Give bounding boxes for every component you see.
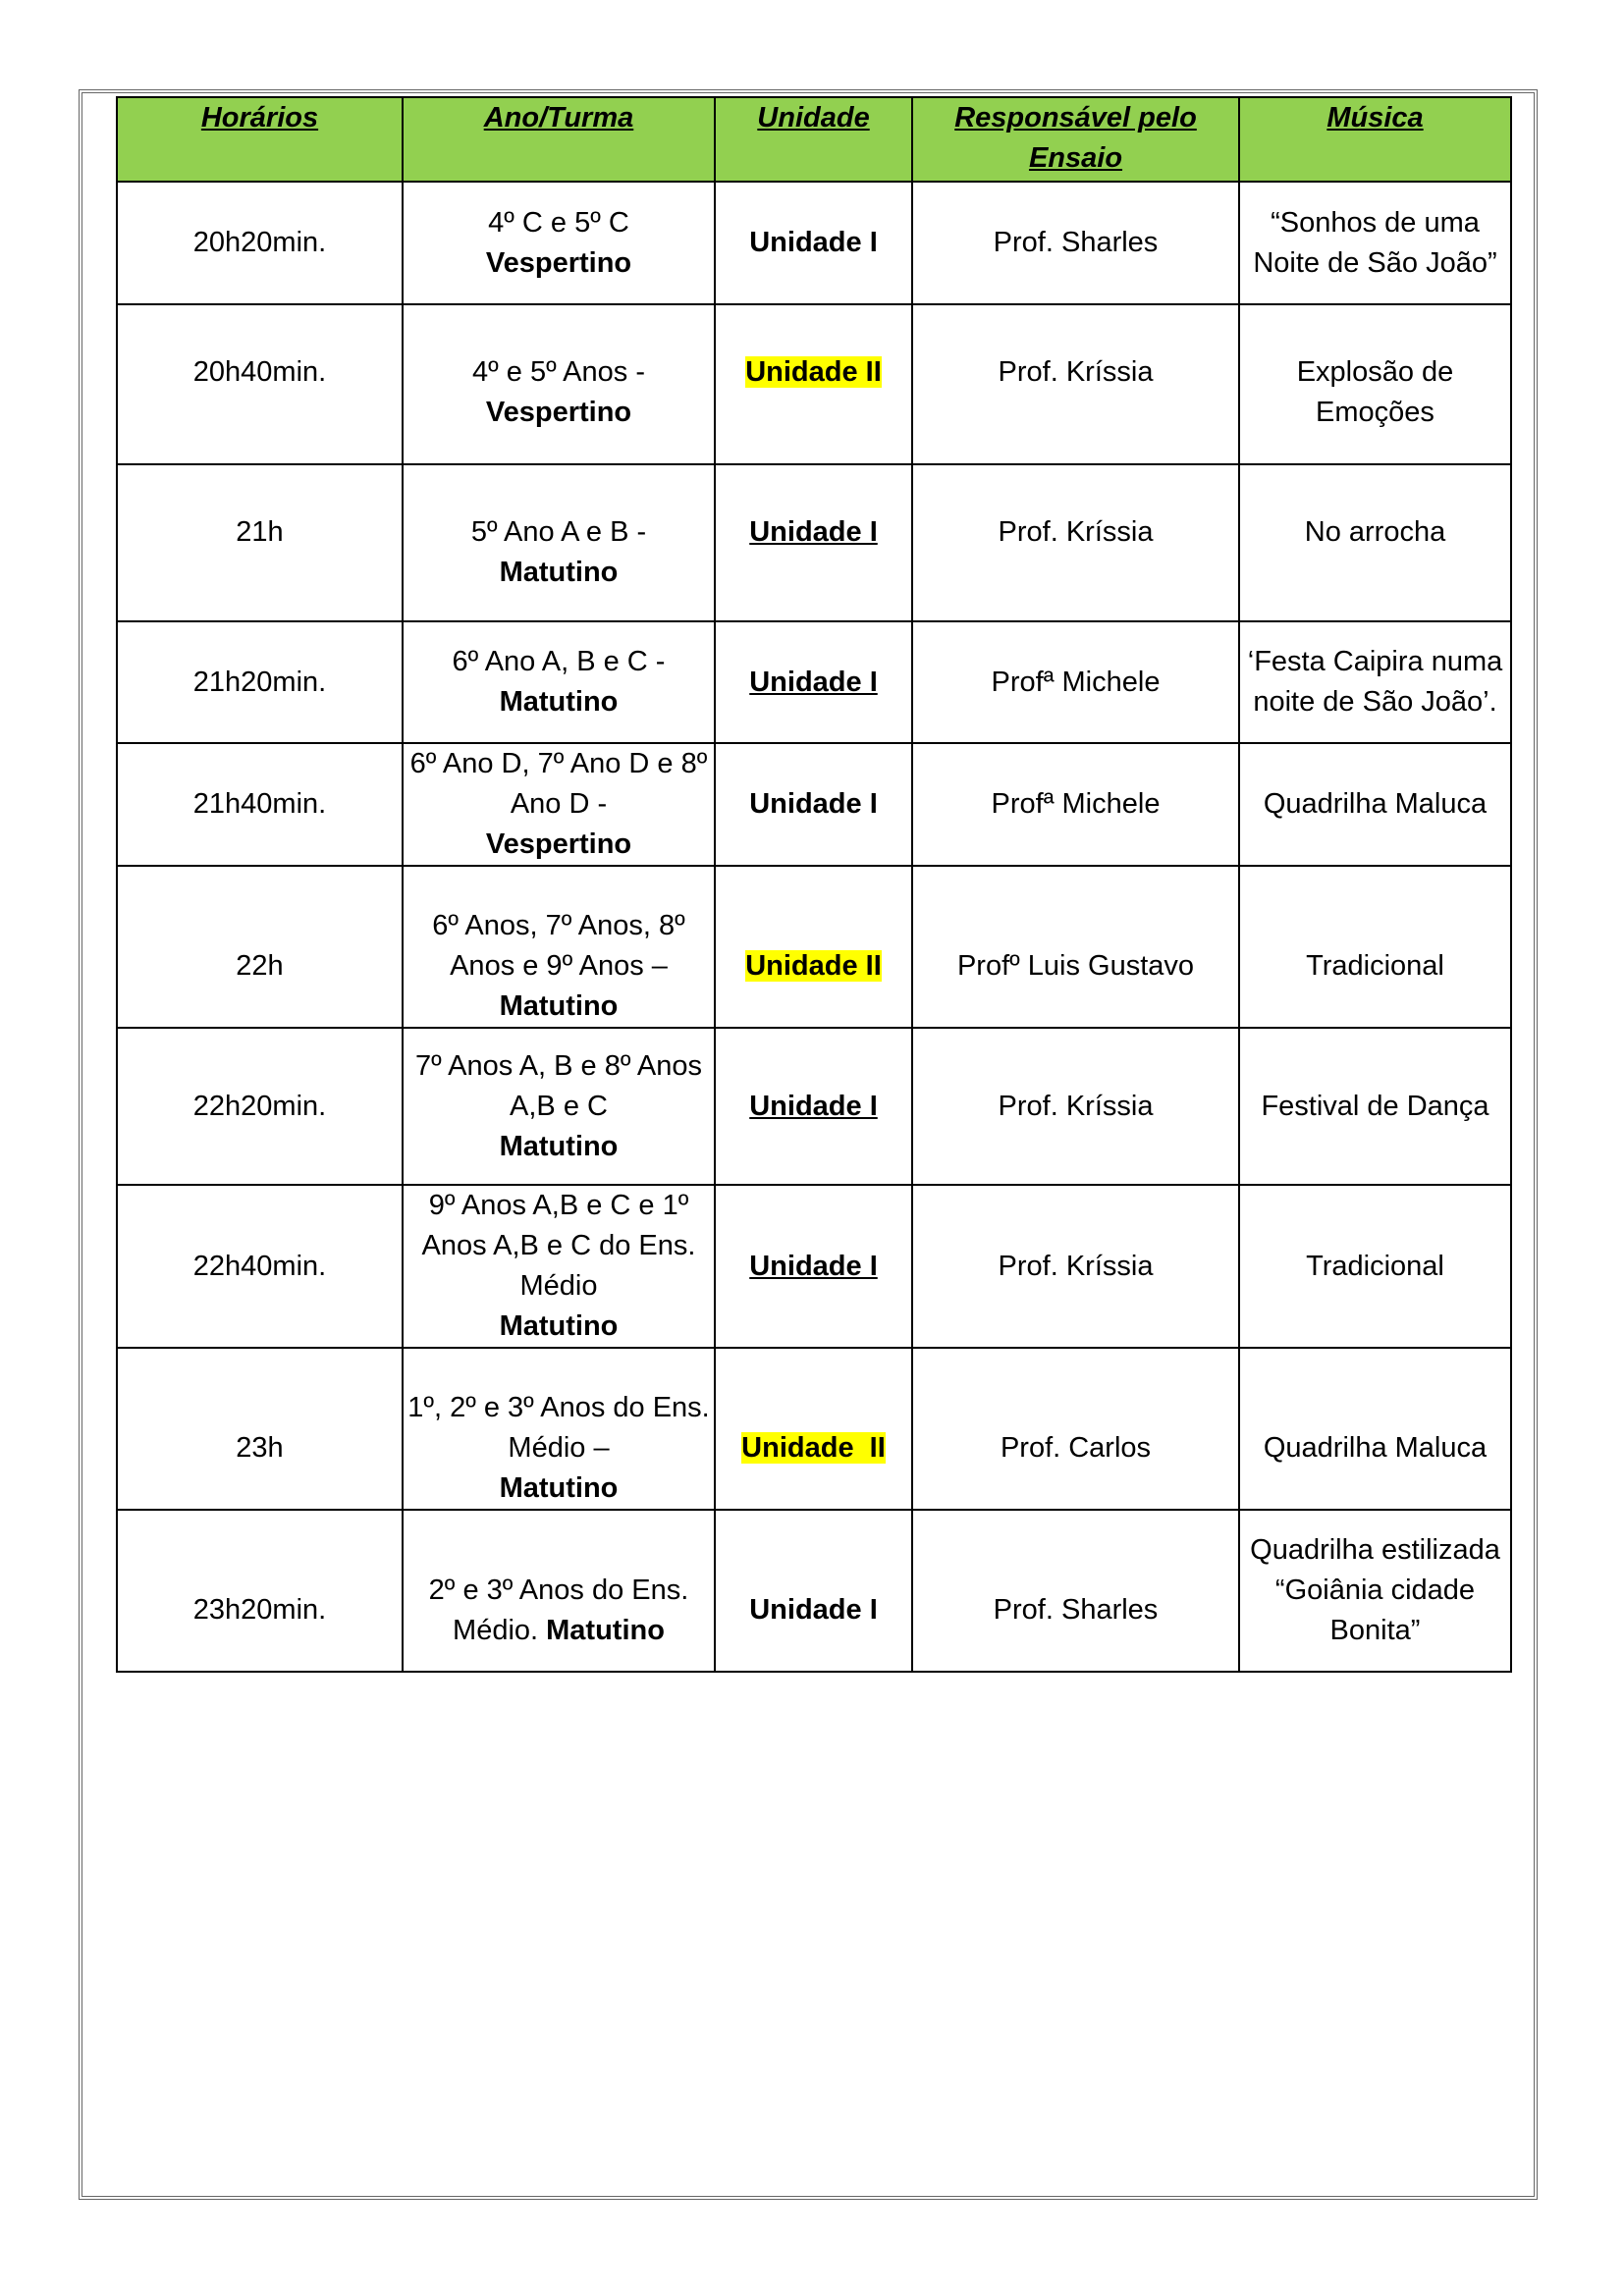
header-unidade: Unidade bbox=[715, 97, 912, 182]
turno-text: Matutino bbox=[546, 1614, 665, 1646]
musica-cell: “Sonhos de uma Noite de São João” bbox=[1239, 182, 1511, 304]
turno-text: Matutino bbox=[499, 1130, 619, 1162]
musica-text: No arrocha bbox=[1304, 516, 1446, 548]
musica-text: Quadrilha Maluca bbox=[1263, 1432, 1488, 1464]
turno-text: Matutino bbox=[499, 1310, 619, 1342]
musica-cell: ‘Festa Caipira numa noite de São João’. bbox=[1239, 621, 1511, 743]
horario-cell: 21h40min. bbox=[117, 743, 403, 866]
table-row bbox=[117, 866, 1511, 1028]
horario-cell bbox=[117, 1510, 403, 1672]
table-row bbox=[117, 1028, 1511, 1185]
unidade-cell bbox=[715, 1348, 912, 1510]
unidade-cell: Unidade I bbox=[715, 621, 912, 743]
responsavel-text: Prof. Sharles bbox=[993, 1594, 1159, 1626]
turno-text: Matutino bbox=[499, 557, 619, 588]
header-horarios: Horários bbox=[117, 97, 403, 182]
musica-cell: Quadrilha estilizada “Goiânia cidade Bonita” bbox=[1239, 1510, 1511, 1672]
turma-cell bbox=[403, 621, 715, 743]
turma-text: 9º Anos A,B e C e 1º Anos A,B e C do Ens. Médio bbox=[421, 1190, 696, 1302]
turno-text: Matutino bbox=[499, 686, 619, 718]
musica-cell bbox=[1239, 866, 1511, 1028]
turma-text: 4º C e 5º C bbox=[488, 206, 629, 239]
unidade-highlight: Unidade II bbox=[745, 950, 882, 982]
turma-text: 1º, 2º e 3º Anos do Ens. Médio – bbox=[407, 1392, 710, 1464]
horario-text: 21h bbox=[236, 516, 284, 548]
unidade-cell bbox=[715, 464, 912, 621]
unidade-highlight: Unidade II bbox=[741, 1432, 886, 1464]
responsavel-cell: Prof. Kríssia bbox=[912, 1185, 1239, 1348]
responsavel-text: Prof. Kríssia bbox=[998, 356, 1154, 388]
turma-cell bbox=[403, 182, 715, 304]
header-row bbox=[117, 97, 1511, 182]
turno-text: Matutino bbox=[499, 1472, 619, 1504]
turma-cell bbox=[403, 1348, 715, 1510]
horario-cell bbox=[117, 464, 403, 621]
responsavel-cell bbox=[912, 1348, 1239, 1510]
turno-text: Vespertino bbox=[485, 397, 632, 428]
responsavel-cell: Profª Michele bbox=[912, 621, 1239, 743]
horario-cell bbox=[117, 866, 403, 1028]
horario-text: 20h40min. bbox=[192, 356, 327, 388]
turma-text: 5º Ano A e B - bbox=[470, 516, 647, 548]
schedule-table bbox=[116, 96, 1512, 1673]
responsavel-text: Prof. Carlos bbox=[1000, 1432, 1152, 1464]
responsavel-cell bbox=[912, 304, 1239, 464]
responsavel-text: Prof. Kríssia bbox=[998, 516, 1154, 548]
horario-text: 23h bbox=[236, 1432, 284, 1464]
musica-text: Tradicional bbox=[1306, 950, 1444, 982]
turno-text: Matutino bbox=[499, 990, 619, 1022]
header-musica: Música bbox=[1239, 97, 1511, 182]
horario-text: 22h bbox=[236, 950, 284, 982]
musica-cell: Festival de Dança bbox=[1239, 1028, 1511, 1185]
turma-cell bbox=[403, 743, 715, 866]
unidade-cell: Unidade I bbox=[715, 743, 912, 866]
responsavel-cell bbox=[912, 866, 1239, 1028]
turma-text: 4º e 5º Anos - bbox=[472, 356, 645, 388]
header-responsavel: Responsável pelo Ensaio bbox=[912, 97, 1239, 182]
unidade-cell bbox=[715, 1510, 912, 1672]
table-row bbox=[117, 1185, 1511, 1348]
horario-cell: 22h20min. bbox=[117, 1028, 403, 1185]
musica-cell bbox=[1239, 304, 1511, 464]
musica-text: Explosão de Emoções bbox=[1296, 356, 1454, 428]
responsavel-cell: Profª Michele bbox=[912, 743, 1239, 866]
horario-cell bbox=[117, 1348, 403, 1510]
turno-text: Vespertino bbox=[485, 246, 632, 279]
musica-cell bbox=[1239, 1348, 1511, 1510]
unidade-cell: Unidade I bbox=[715, 1185, 912, 1348]
musica-cell bbox=[1239, 464, 1511, 621]
musica-cell: Quadrilha Maluca bbox=[1239, 743, 1511, 866]
turma-text: 2º e 3º Anos do Ens. Médio. bbox=[428, 1574, 689, 1646]
unidade-cell: Unidade I bbox=[715, 1028, 912, 1185]
table-row bbox=[117, 464, 1511, 621]
table-row bbox=[117, 182, 1511, 304]
table-row bbox=[117, 743, 1511, 866]
turma-text: 7º Anos A, B e 8º Anos A,B e C bbox=[414, 1049, 703, 1122]
horario-cell: 21h20min. bbox=[117, 621, 403, 743]
horario-cell bbox=[117, 304, 403, 464]
horario-cell: 22h40min. bbox=[117, 1185, 403, 1348]
table-row bbox=[117, 304, 1511, 464]
unidade-cell bbox=[715, 304, 912, 464]
horario-cell: 20h20min. bbox=[117, 182, 403, 304]
unidade-cell bbox=[715, 866, 912, 1028]
responsavel-text: Profº Luis Gustavo bbox=[956, 950, 1195, 982]
responsavel-cell: Prof. Sharles bbox=[912, 182, 1239, 304]
responsavel-cell bbox=[912, 464, 1239, 621]
unidade-text: Unidade I bbox=[749, 516, 878, 548]
turma-text: 6º Ano D, 7º Ano D e 8º Ano D - bbox=[409, 748, 708, 820]
turma-cell bbox=[403, 1510, 715, 1672]
turma-text: 6º Anos, 7º Anos, 8º Anos e 9º Anos – bbox=[432, 910, 685, 982]
turma-cell bbox=[403, 464, 715, 621]
unidade-highlight: Unidade II bbox=[745, 356, 882, 388]
table-row bbox=[117, 1348, 1511, 1510]
turno-text: Vespertino bbox=[485, 828, 632, 860]
responsavel-cell: Prof. Kríssia bbox=[912, 1028, 1239, 1185]
unidade-cell: Unidade I bbox=[715, 182, 912, 304]
horario-text: 23h20min. bbox=[192, 1594, 327, 1626]
turma-text: 6º Ano A, B e C - bbox=[452, 646, 666, 677]
turma-cell bbox=[403, 866, 715, 1028]
turma-cell bbox=[403, 1028, 715, 1185]
musica-cell: Tradicional bbox=[1239, 1185, 1511, 1348]
unidade-text: Unidade I bbox=[749, 1594, 878, 1626]
turma-cell bbox=[403, 1185, 715, 1348]
header-ano-turma: Ano/Turma bbox=[403, 97, 715, 182]
table-row bbox=[117, 621, 1511, 743]
table-row bbox=[117, 1510, 1511, 1672]
turma-cell bbox=[403, 304, 715, 464]
responsavel-cell bbox=[912, 1510, 1239, 1672]
